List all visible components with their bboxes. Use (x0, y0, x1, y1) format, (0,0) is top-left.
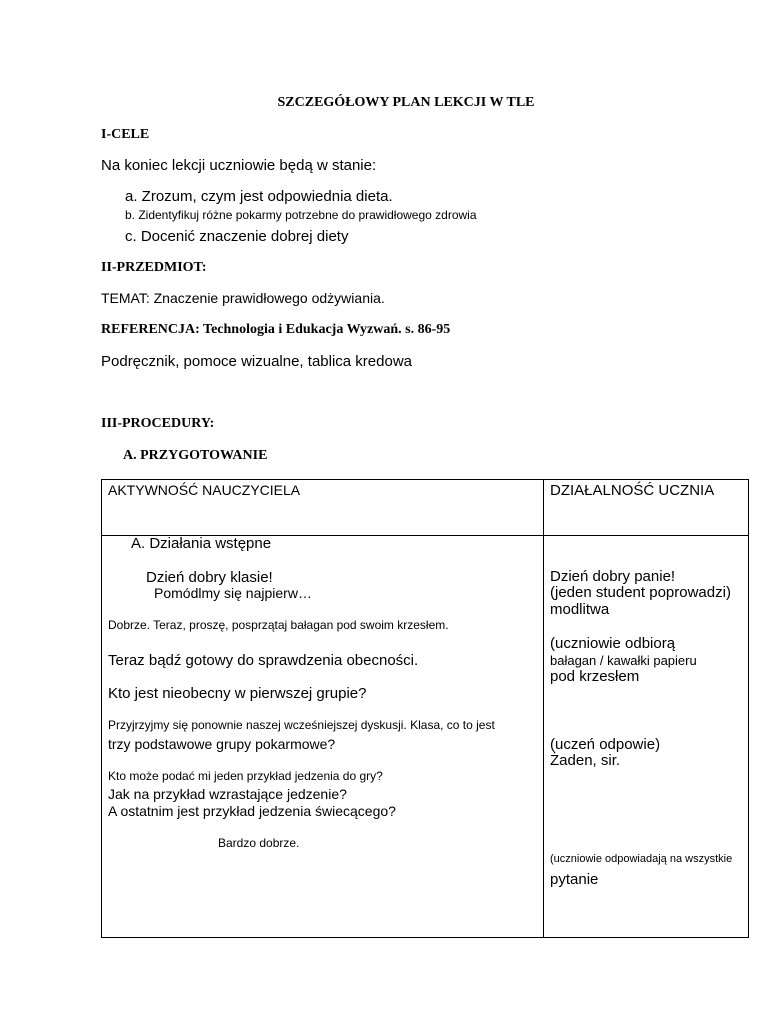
teacher-pray: Pomódlmy się najpierw… (154, 585, 312, 601)
temat-line: TEMAT: Znaczenie prawidłowego odżywiania. (101, 290, 385, 306)
table-column-divider (543, 480, 544, 937)
student-greet: Dzień dobry panie! (550, 568, 676, 585)
student-answer-2: Żaden, sir. (550, 752, 621, 769)
activity-table (101, 479, 749, 938)
student-prayer: modlitwa (550, 601, 610, 618)
teacher-absent: Kto jest nieobecny w pierwszej grupie? (108, 685, 367, 702)
materials-line: Podręcznik, pomoce wizualne, tablica kredowa (101, 353, 412, 370)
col-header-student: DZIAŁALNOŚĆ UCZNIA (550, 482, 715, 499)
teacher-subheading: A. Działania wstępne (131, 535, 272, 552)
cele-item-a: a. Zrozum, czym jest odpowiednia dieta. (125, 188, 393, 205)
student-all-1: (uczniowie odpowiadają na wszystkie (550, 853, 733, 865)
teacher-attendance: Teraz bądź gotowy do sprawdzenia obecności. (108, 652, 419, 669)
subheading-przygotowanie: A. PRZYGOTOWANIE (123, 448, 268, 463)
referencja-line: REFERENCJA: Technologia i Edukacja Wyzwań. s. 86-95 (101, 322, 451, 337)
teacher-question-2: Jak na przykład wzrastające jedzenie? (108, 786, 347, 802)
student-answer-1: (uczeń odpowie) (550, 736, 661, 753)
heading-procedury: III-PROCEDURY: (101, 416, 215, 431)
student-pick-1: (uczniowie odbiorą (550, 635, 676, 652)
teacher-question-1: Kto może podać mi jeden przykład jedzenia do gry? (108, 769, 383, 783)
teacher-question-3: A ostatnim jest przykład jedzenia świecącego? (108, 803, 396, 819)
cele-item-b: b. Zidentyfikuj różne pokarmy potrzebne do prawidłowego zdrowia (125, 208, 477, 222)
teacher-clean: Dobrze. Teraz, proszę, posprzątaj bałagan pod swoim krzesłem. (108, 618, 449, 632)
student-pick-2: bałagan / kawałki papieru (550, 653, 697, 668)
heading-cele: I-CELE (101, 127, 150, 142)
student-pick-3: pod krzesłem (550, 668, 640, 685)
cele-item-c: c. Docenić znaczenie dobrej diety (125, 228, 349, 245)
student-all-2: pytanie (550, 871, 599, 888)
teacher-review-2: trzy podstawowe grupy pokarmowe? (108, 736, 336, 752)
student-lead: (jeden student poprowadzi) (550, 584, 731, 601)
teacher-greet: Dzień dobry klasie! (146, 569, 273, 586)
col-header-teacher: AKTYWNOŚĆ NAUCZYCIELA (108, 482, 301, 498)
cele-intro: Na koniec lekcji uczniowie będą w stanie: (101, 157, 377, 174)
teacher-praise: Bardzo dobrze. (218, 836, 300, 850)
teacher-review-1: Przyjrzyjmy się ponownie naszej wcześniejszej dyskusji. Klasa, co to jest (108, 718, 495, 732)
heading-przedmiot: II-PRZEDMIOT: (101, 260, 207, 275)
page-title: SZCZEGÓŁOWY PLAN LEKCJI W TLE (277, 95, 535, 110)
